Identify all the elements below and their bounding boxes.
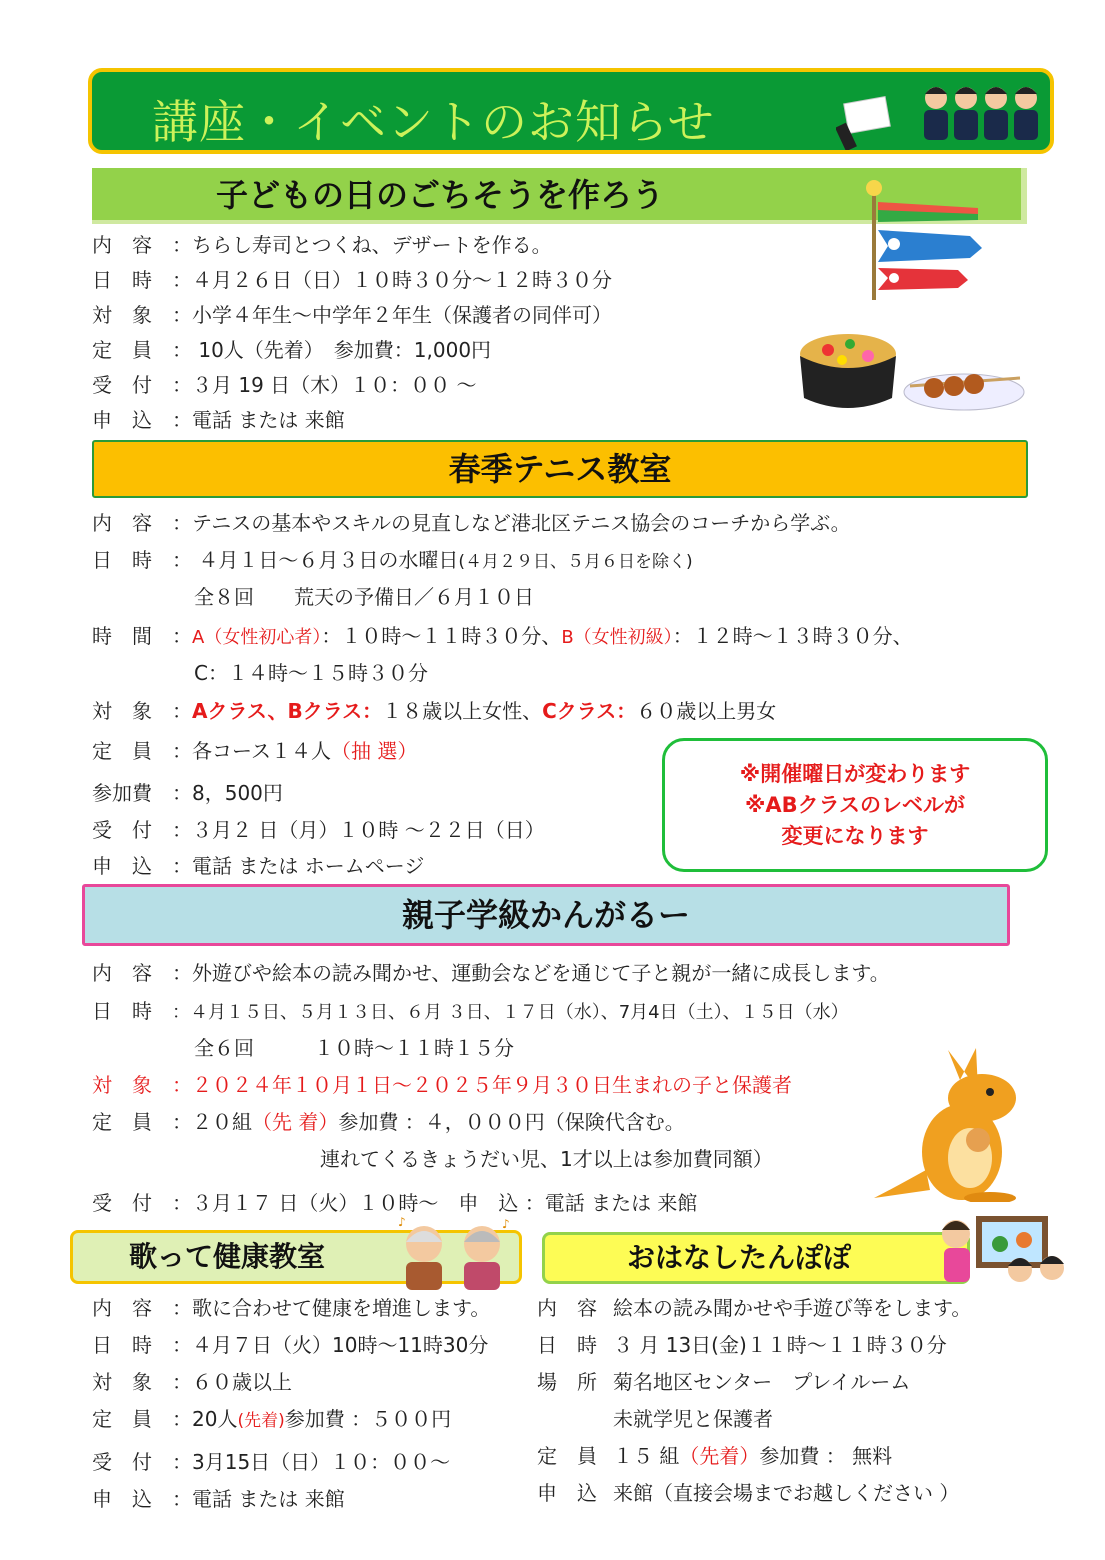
- ohanashi-row-teiin: 定 員 １５ 組（先着）参加費 ： 無料: [537, 1444, 893, 1468]
- oyako-row-teiin-2: 連れてくるきょうだい児、1才以上は参加費同額）: [320, 1147, 773, 1171]
- uta-row-taisho: 対 象 ：６０歳以上: [92, 1370, 292, 1394]
- section-oyako-title: 親子学級かんがるー: [82, 884, 1010, 946]
- tennis-row-nichiji-2: 全８回 荒天の予備日／６月１０日: [194, 585, 534, 609]
- ohanashi-row-moushikomi: 申 込 来館（直接会場までお越しください ）: [537, 1481, 960, 1505]
- uta-row-teiin: 定 員 ：20人(先着)参加費 ：５００円: [92, 1407, 452, 1431]
- svg-text:♪: ♪: [398, 1215, 406, 1229]
- uta-row-nichiji: 日 時 ：４月７日（火）10時～11時30分: [92, 1333, 489, 1357]
- section-ohanashi-title: おはなしたんぽぽ: [542, 1232, 970, 1284]
- kodomo-row-teiin: 定 員 ： 10人（先着） 参加費：1,000円: [92, 338, 492, 362]
- oyako-row-nichiji-2: 全６回 １０時～１１時１５分: [194, 1036, 514, 1060]
- kodomo-row-naiyo: 内 容 ：ちらし寿司とつくね、デザートを作る。: [92, 233, 552, 257]
- elderly-singers-illustration: [384, 1214, 520, 1290]
- uta-row-uketsuke: 受 付 ：3月15日（日）１０：００～: [92, 1450, 451, 1474]
- koinobori-illustration: [858, 178, 988, 302]
- tennis-row-teiin: 定 員 ：各コース１４人（抽 選）: [92, 739, 418, 763]
- kodomo-row-uketsuke: 受 付 ：３月 19 日（木）１０：００ ～: [92, 373, 477, 397]
- ohanashi-row-taisho: 未就学児と保護者: [613, 1407, 773, 1431]
- kodomo-row-nichiji: 日 時 ：４月２６日（日）１０時３０分～１２時３０分: [92, 268, 612, 292]
- tennis-row-jikan: 時 間 ：A（女性初心者）：１０時～１１時３０分、B（女性初級）：１２時～１３時３０分、: [92, 624, 913, 648]
- page-title: 講座・イベントのお知らせ: [152, 95, 715, 149]
- storytelling-illustration: [940, 1212, 1070, 1286]
- tennis-row-nichiji: 日 時 ： ４月１日～６月３日の水曜日(４月２９日、５月６日を除く): [92, 548, 693, 572]
- kodomo-row-taisho: 対 象 ：小学４年生～中学年２年生（保護者の同伴可）: [92, 303, 612, 327]
- chirashi-sushi-illustration: [798, 322, 1030, 418]
- ohanashi-row-basho: 場 所 菊名地区センター プレイルーム: [537, 1370, 911, 1394]
- oyako-row-teiin: 定 員 ：２０組（先 着）参加費 ：４，０００円（保険代含む。: [92, 1110, 685, 1134]
- svg-text:♪: ♪: [502, 1217, 510, 1231]
- ohanashi-row-nichiji: 日 時 ３ 月 13日(金)１１時～１１時３０分: [537, 1333, 947, 1357]
- header-banner: [88, 68, 1054, 154]
- oyako-row-taisho: 対 象 ：２０２４年１０月１日～２０２５年９月３０日生まれの子と保護者: [92, 1073, 792, 1097]
- tennis-row-moushikomi: 申 込 ：電話 または ホームページ: [92, 854, 425, 878]
- oyako-row-nichiji: 日 時 ：４月１５日、５月１３日、６月 ３日、１７日（水）、7月4日（土）、１５日（水）: [92, 999, 849, 1023]
- tennis-row-taisho: 対 象 ：Aクラス、Bクラス：１８歳以上女性、Cクラス：６０歳以上男女: [92, 699, 777, 723]
- section-uta-title: 歌って健康教室: [70, 1230, 522, 1284]
- kangaroo-illustration: [870, 1040, 1030, 1202]
- section-kodomo-title: 子どもの日のごちそうを作ろう: [92, 168, 1027, 224]
- students-illustration: [836, 76, 1046, 150]
- oyako-row-uketsuke: 受 付 ：３月１７ 日（火）１０時～ 申 込 ：電話 または 来館: [92, 1191, 698, 1215]
- section-tennis-title: 春季テニス教室: [92, 440, 1028, 498]
- oyako-row-naiyo: 内 容 ：外遊びや絵本の読み聞かせ、運動会などを通じて子と親が一緒に成長します。: [92, 961, 890, 985]
- tennis-row-uketsuke: 受 付 ：３月２ 日（月）１０時 ～２２日（日）: [92, 818, 545, 842]
- tennis-row-sankahi: 参加費 ：8，500円: [92, 781, 283, 805]
- uta-row-moushikomi: 申 込 ：電話 または 来館: [92, 1487, 345, 1511]
- tennis-row-jikan-c: C：１４時～１５時３０分: [194, 661, 428, 685]
- kodomo-row-moushikomi: 申 込 ：電話 または 来館: [92, 408, 345, 432]
- tennis-change-notice: ※開催曜日が変わります ※ABクラスのレベルが 変更になります: [662, 738, 1048, 872]
- tennis-row-naiyo: 内 容 ：テニスの基本やスキルの見直しなど港北区テニス協会のコーチから学ぶ。: [92, 511, 851, 535]
- ohanashi-row-naiyo: 内 容 絵本の読み聞かせや手遊び等をします。: [537, 1296, 972, 1320]
- uta-row-naiyo: 内 容 ：歌に合わせて健康を増進します。: [92, 1296, 491, 1320]
